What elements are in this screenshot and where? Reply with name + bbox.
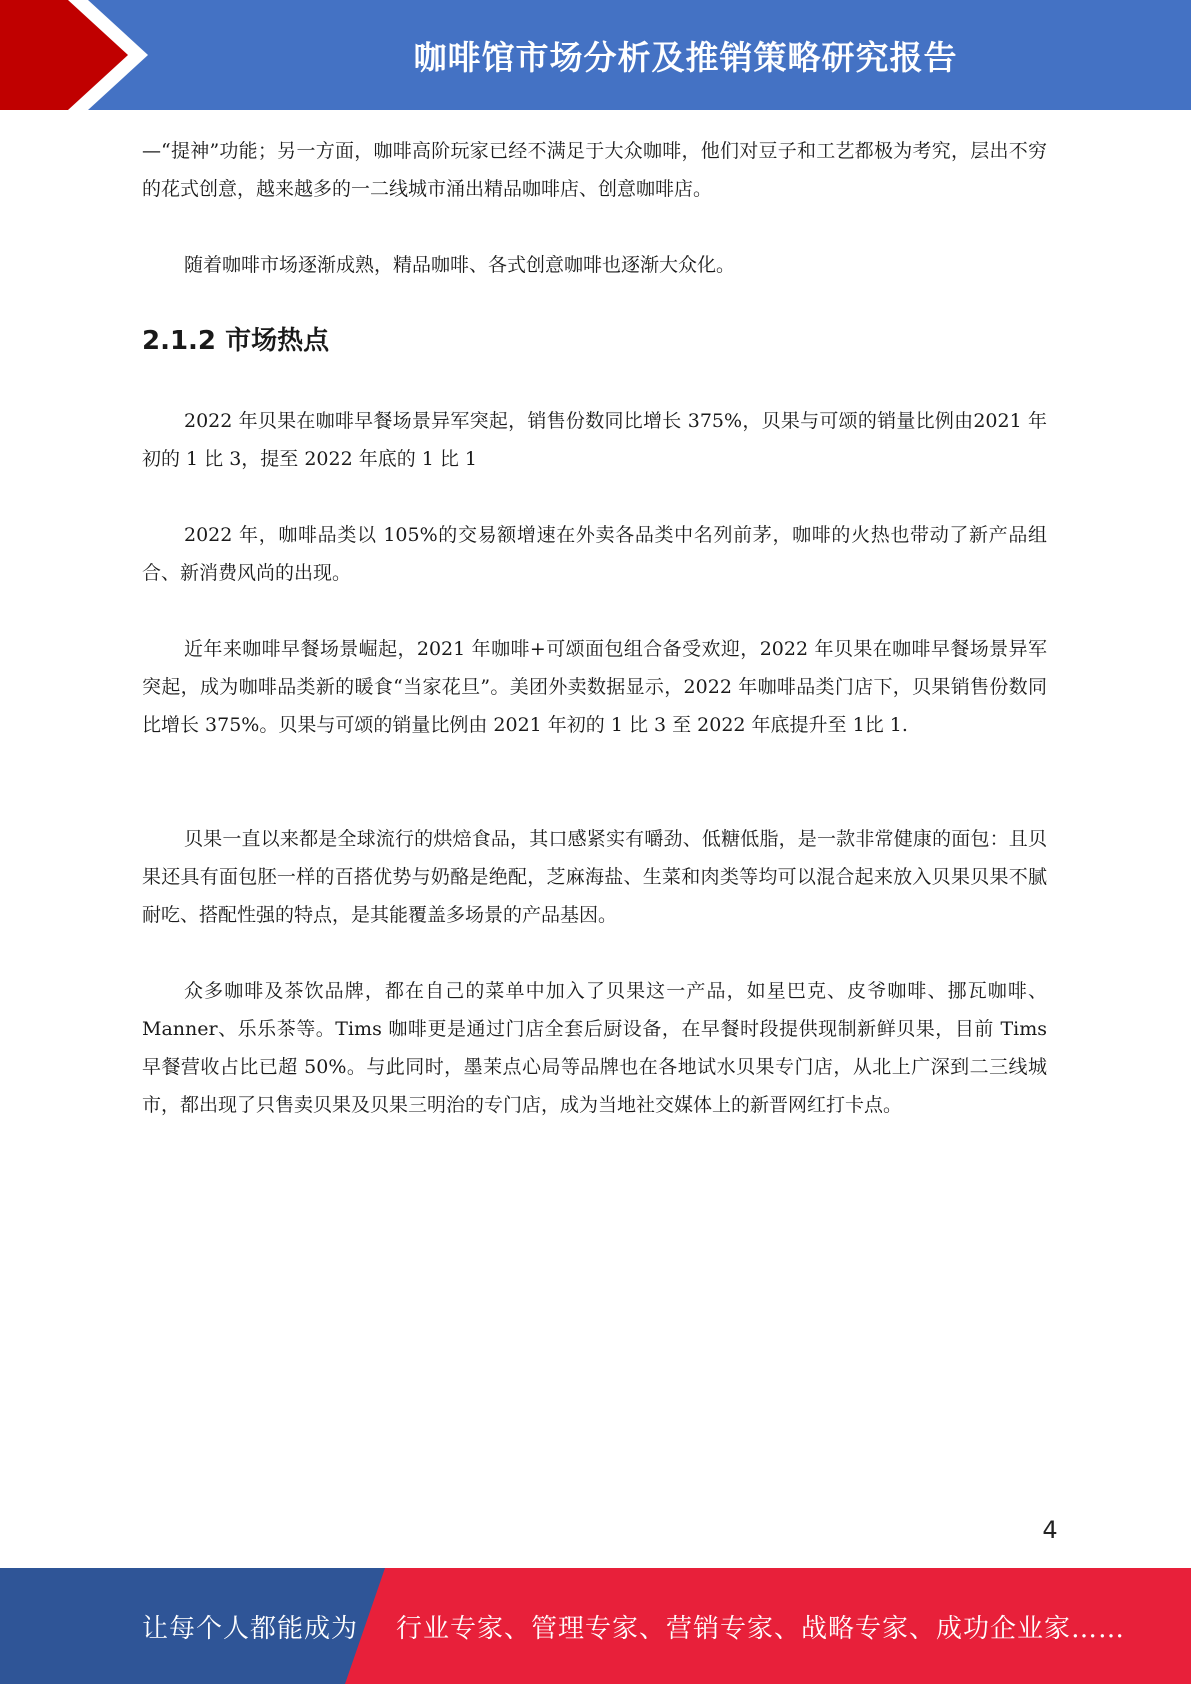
paragraph-1: —“提神”功能；另一方面，咖啡高阶玩家已经不满足于大众咖啡，他们对豆子和工艺都极为考究，层出不穷的花式创意，越来越多的一二线城市涌出精品咖啡店、创意咖啡店。 bbox=[142, 140, 1047, 200]
footer-slogan-right: 行业专家、管理专家、营销专家、战略专家、成功企业家…… bbox=[396, 1613, 1126, 1644]
page-footer bbox=[0, 1568, 1191, 1684]
header-chevron-graphic bbox=[0, 0, 160, 110]
paragraph-2: 随着咖啡市场逐渐成熟，精品咖啡、各式创意咖啡也逐渐大众化。 bbox=[184, 254, 736, 276]
paragraph-7: 众多咖啡及茶饮品牌，都在自己的菜单中加入了贝果这一产品，如星巴克、皮爷咖啡、挪瓦咖啡、Manner、乐乐茶等。Tims 咖啡更是通过门店全套后厨设备，在早餐时段提供现制新鲜贝果，目前 Tims 早餐营收占比已超 50%。与此同时，墨茉点心局等品牌也在各地试水贝果专门店，从北上广深到二三线城市，都出现了只售卖贝果及贝果三明治的专门店，成为当地社交媒体上的新晋网红打卡点。 bbox=[142, 980, 1047, 1116]
report-title: 咖啡馆市场分析及推销策略研究报告 bbox=[413, 37, 958, 77]
section-heading: 2.1.2 市场热点 bbox=[142, 326, 330, 356]
page-header bbox=[0, 0, 1191, 110]
footer-slogan-left: 让每个人都能成为 bbox=[142, 1613, 359, 1644]
page-number: 4 bbox=[1042, 1516, 1058, 1544]
paragraph-5: 近年来咖啡早餐场景崛起，2021 年咖啡+可颂面包组合备受欢迎，2022 年贝果在咖啡早餐场景异军突起，成为咖啡品类新的暖食“当家花旦”。美团外卖数据显示，2022 年咖啡品类门店下，贝果销售份数同比增长 375%。贝果与可颂的销量比例由 2021 年初的 1 比 3 至 2022 年底提升至 1比 1. bbox=[142, 638, 1047, 736]
paragraph-6: 贝果一直以来都是全球流行的烘焙食品，其口感紧实有嚼劲、低糖低脂，是一款非常健康的面包：且贝果还具有面包胚一样的百搭优势与奶酪是绝配，芝麻海盐、生菜和肉类等均可以混合起来放入贝果贝果不腻耐吃、搭配性强的特点，是其能覆盖多场景的产品基因。 bbox=[142, 828, 1047, 926]
paragraph-3: 2022 年贝果在咖啡早餐场景异军突起，销售份数同比增长 375%，贝果与可颂的销量比例由2021 年初的 1 比 3，提至 2022 年底的 1 比 1 bbox=[142, 410, 1047, 470]
paragraph-4: 2022 年，咖啡品类以 105%的交易额增速在外卖各品类中名列前茅，咖啡的火热也带动了新产品组合、新消费风尚的出现。 bbox=[142, 524, 1047, 584]
